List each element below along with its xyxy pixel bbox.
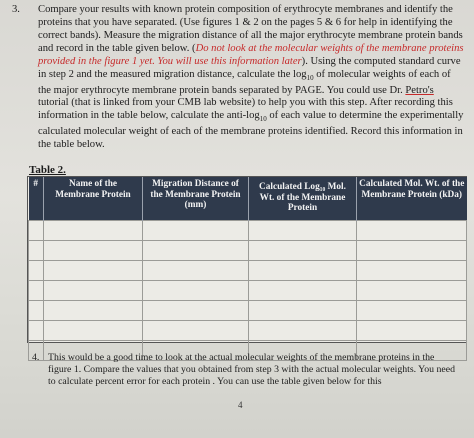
question-4	[32, 352, 456, 387]
italic-note: Do not look at the molecular weights of the membrane proteins provided in the figure 1 yet. You will use this information later	[38, 42, 464, 67]
question-3-number: 3.	[12, 4, 20, 15]
table-row	[29, 301, 467, 321]
header-log-mol-wt: Calculated Log₁₀ Mol. Wt. of the Membrane Protein	[249, 177, 357, 221]
table-row	[29, 221, 467, 241]
table-header-row	[29, 177, 467, 221]
header-protein-name: Name of the Membrane Protein	[44, 177, 143, 221]
table-row	[29, 241, 467, 261]
page-number: 4	[238, 400, 243, 410]
table-row	[29, 261, 467, 281]
question-3	[12, 4, 464, 152]
header-migration-distance: Migration Distance of the Membrane Protein (mm)	[143, 177, 249, 221]
results-table	[27, 176, 467, 343]
table-row	[29, 281, 467, 301]
table-row	[29, 321, 467, 341]
header-number: #	[29, 177, 44, 221]
question-3-text: Compare your results with known protein composition of erythrocyte membranes and identify the proteins that you have separated. (Use figures 1 & 2 on the pages 5 & 6 for help in identifying the correct bands). Measure the migration distance of all the major erythrocyte membrane protein bands and record in the table given below. (Do not look at the molecular weights of the membrane proteins provided in the figure 1 yet. You will use this information later). Using the computed standard curve in step 2 and the measured migration distance, calculate the $\log_{10}$ of molecular weights of each of the major erythrocyte membrane protein bands separated by PAGE. You could use Dr. Petro's tutorial (that is linked from your CMB lab website) to help you with this step. After recording this information in the table below, calculate the anti-$\log_{10}$ of each value to determine the experimentally calculated molecular weight of each of the membrane proteins identified. Record this information in the table below.	[38, 4, 464, 151]
table-label: Table 2.	[29, 164, 66, 176]
question-4-number: 4.	[32, 352, 40, 363]
tutorial-author-name: Petro's	[405, 84, 434, 96]
question-4-text: This would be a good time to look at the actual molecular weights of the membrane proteins in the figure 1. Compare the values that you obtained from step 3 with the actual molecular weights. You need to calculate percent error for each protein . You can use the table given below for this	[48, 352, 456, 387]
header-mol-wt: Calculated Mol. Wt. of the Membrane Protein (kDa)	[359, 179, 465, 200]
